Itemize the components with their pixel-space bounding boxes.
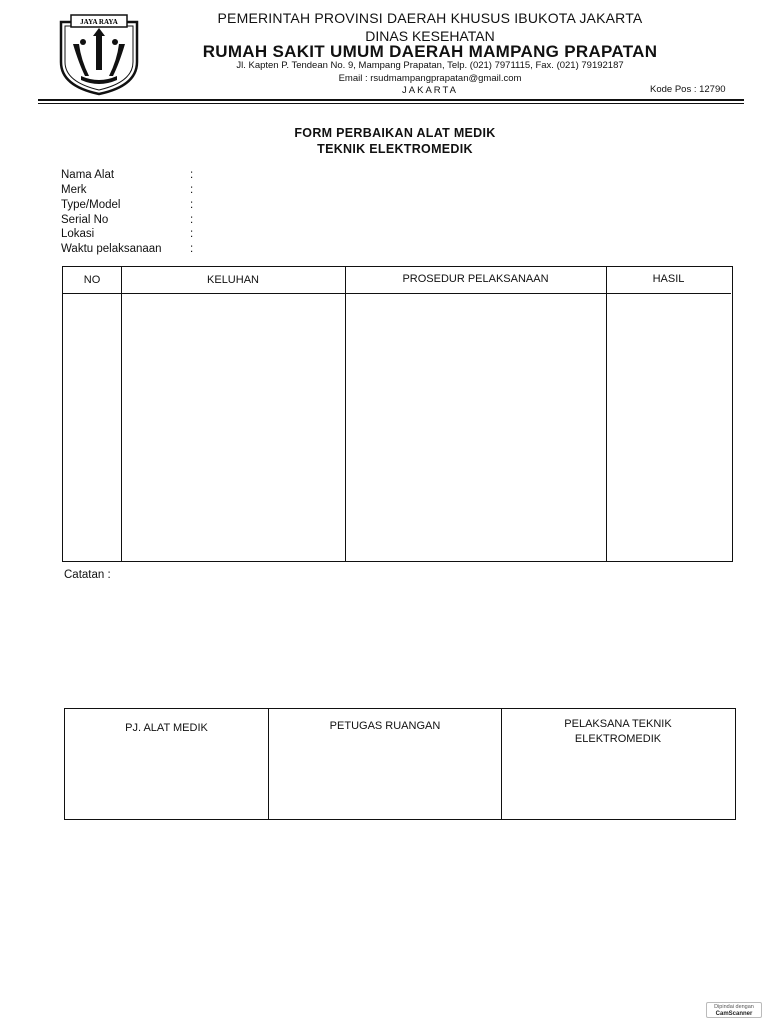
signature-label-elektromedik: ELEKTROMEDIK xyxy=(574,733,662,745)
notes-label: Catatan : xyxy=(64,569,111,581)
table-header-hasil: HASIL xyxy=(606,267,731,294)
field-label-merk: Merk xyxy=(61,184,87,196)
letterhead-rule-thin xyxy=(38,103,744,104)
repair-table xyxy=(62,266,733,562)
field-colon: : xyxy=(190,169,194,181)
letterhead-rule-thick xyxy=(38,99,744,101)
field-colon: : xyxy=(190,214,194,226)
form-subtitle: TEKNIK ELEKTROMEDIK xyxy=(317,142,473,156)
table-cell-hasil[interactable] xyxy=(606,294,731,561)
signature-table xyxy=(64,708,736,820)
signature-box-petugas-ruangan[interactable] xyxy=(269,709,502,819)
field-colon: : xyxy=(190,243,194,255)
field-colon: : xyxy=(190,199,194,211)
table-header-no: NO xyxy=(63,267,121,294)
letterhead-department-line: DINAS KESEHATAN xyxy=(365,28,495,44)
signature-label-pj-alat-medik: PJ. ALAT MEDIK xyxy=(125,722,208,734)
letterhead-address: Jl. Kapten P. Tendean No. 9, Mampang Prapatan, Telp. (021) 7971115, Fax. (021) 79192187 xyxy=(236,60,624,71)
table-header-keluhan: KELUHAN xyxy=(121,267,345,294)
jakarta-coat-of-arms-logo xyxy=(55,14,143,96)
camscanner-watermark xyxy=(706,1002,762,1018)
field-label-lokasi: Lokasi xyxy=(61,228,95,240)
signature-box-pj-alat-medik[interactable] xyxy=(65,709,269,819)
signature-label-pelaksana-teknik: PELAKSANA TEKNIK xyxy=(564,718,672,730)
field-label-type-model: Type/Model xyxy=(61,199,121,211)
table-cell-no[interactable] xyxy=(63,294,121,561)
field-label-waktu-pelaksanaan: Waktu pelaksanaan xyxy=(61,243,162,255)
watermark-line2: CamScanner xyxy=(715,1011,753,1017)
logo-caption: JAYA RAYA xyxy=(80,18,118,26)
field-label-nama-alat: Nama Alat xyxy=(61,169,115,181)
watermark-line1: Dipindai dengan xyxy=(714,1004,754,1010)
letterhead-city: JAKARTA xyxy=(402,85,458,96)
letterhead-government-line: PEMERINTAH PROVINSI DAERAH KHUSUS IBUKOTA JAKARTA xyxy=(217,10,643,26)
field-colon: : xyxy=(190,184,194,196)
table-header-prosedur: PROSEDUR PELAKSANAAN xyxy=(345,267,606,294)
signature-label-petugas-ruangan: PETUGAS RUANGAN xyxy=(329,720,441,732)
field-label-serial-no: Serial No xyxy=(61,214,109,226)
letterhead-hospital-name: RUMAH SAKIT UMUM DAERAH MAMPANG PRAPATAN xyxy=(202,42,658,61)
signature-box-pelaksana-teknik[interactable] xyxy=(502,709,734,819)
form-title: FORM PERBAIKAN ALAT MEDIK xyxy=(294,126,496,140)
field-colon: : xyxy=(190,228,194,240)
table-cell-prosedur[interactable] xyxy=(345,294,606,561)
letterhead-email: Email : rsudmampangprapatan@gmail.com xyxy=(338,73,522,84)
letterhead-postal-code: Kode Pos : 12790 xyxy=(650,84,726,95)
table-cell-keluhan[interactable] xyxy=(121,294,345,561)
